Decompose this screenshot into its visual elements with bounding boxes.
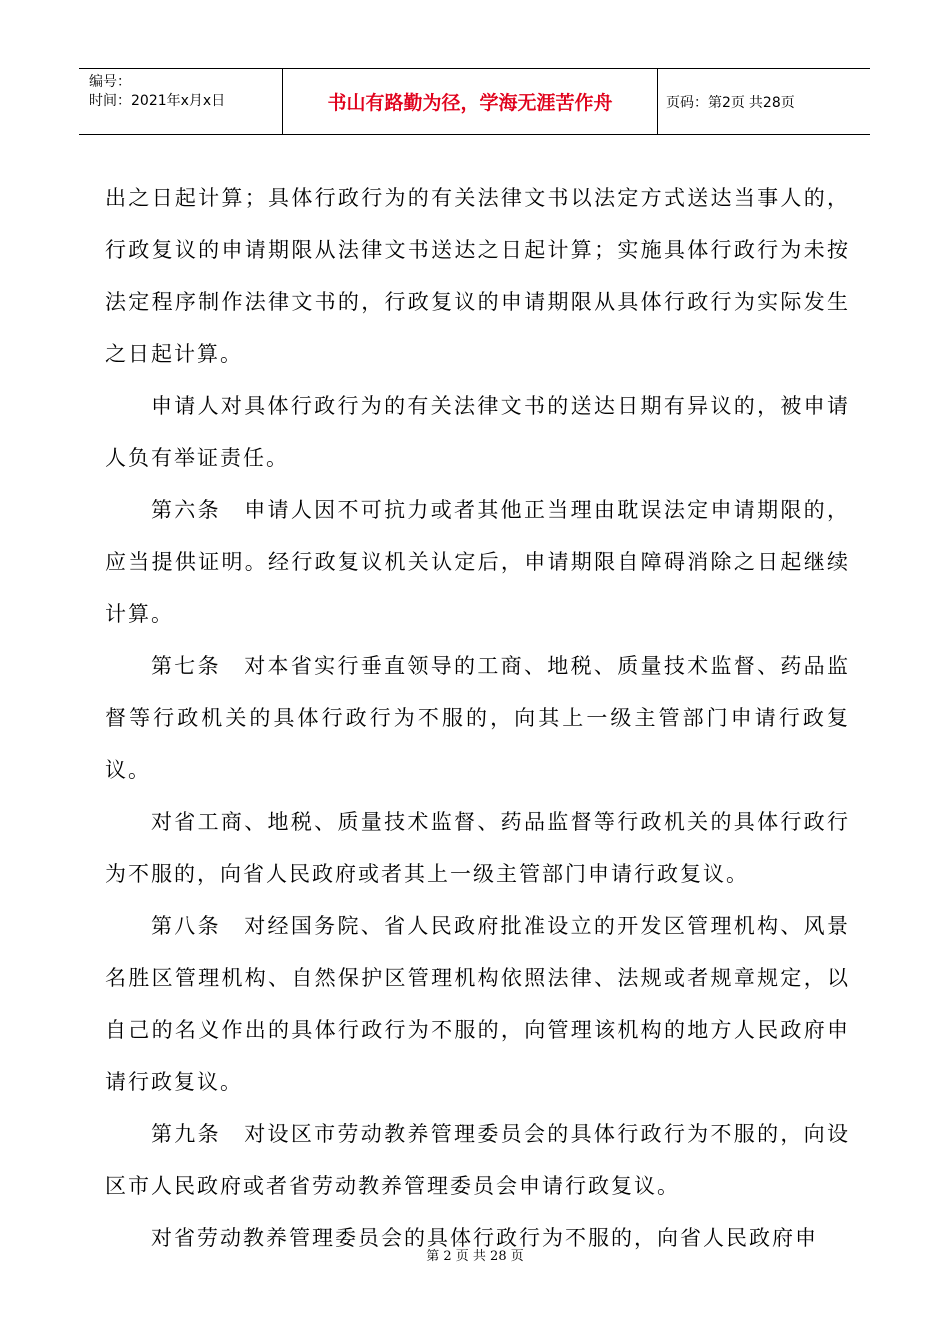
header-meta xyxy=(79,69,283,134)
page-header xyxy=(79,68,870,135)
paragraph: 申请人对具体行政行为的有关法律文书的送达日期有异议的，被申请人负有举证责任。 xyxy=(105,394,850,470)
header-page-total: 共28页 xyxy=(748,94,795,111)
paragraph: 对省劳动教养管理委员会的具体行政行为不服的，向省人民政府申 xyxy=(151,1226,818,1250)
header-page-number: 页码：第2页 xyxy=(666,94,745,111)
header-motto: 书山有路勤为径，学海无涯苦作舟 xyxy=(283,69,658,134)
document-body xyxy=(105,172,850,1264)
paragraph: 对省工商、地税、质量技术监督、药品监督等行政机关的具体行政行为不服的，向省人民政府或者其上一级主管部门申请行政复议。 xyxy=(105,810,850,886)
page-footer: 第 2 页 共 28 页 xyxy=(426,1249,524,1264)
document-number-label: 编号： xyxy=(89,74,131,90)
paragraph-article-7: 第七条 对本省实行垂直领导的工商、地税、质量技术监督、药品监督等行政机关的具体行政行为不服的，向其上一级主管部门申请行政复议。 xyxy=(105,654,850,782)
paragraph-article-9: 第九条 对设区市劳动教养管理委员会的具体行政行为不服的，向设区市人民政府或者省劳动教养管理委员会申请行政复议。 xyxy=(105,1122,850,1198)
paragraph: 出之日起计算；具体行政行为的有关法律文书以法定方式送达当事人的，行政复议的申请期限从法律文书送达之日起计算；实施具体行政行为未按法定程序制作法律文书的，行政复议的申请期限从具体行政行为实际发生之日起计算。 xyxy=(105,186,850,366)
header-page-info xyxy=(658,69,870,134)
paragraph-article-6: 第六条 申请人因不可抗力或者其他正当理由耽误法定申请期限的，应当提供证明。经行政复议机关认定后，申请期限自障碍消除之日起继续计算。 xyxy=(105,498,850,626)
paragraph-article-8: 第八条 对经国务院、省人民政府批准设立的开发区管理机构、风景名胜区管理机构、自然保护区管理机构依照法律、法规或者规章规定，以自己的名义作出的具体行政行为不服的，向管理该机构的地方人民政府申请行政复议。 xyxy=(105,914,850,1094)
document-time-label: 时间：2021年x月x日 xyxy=(89,93,226,109)
